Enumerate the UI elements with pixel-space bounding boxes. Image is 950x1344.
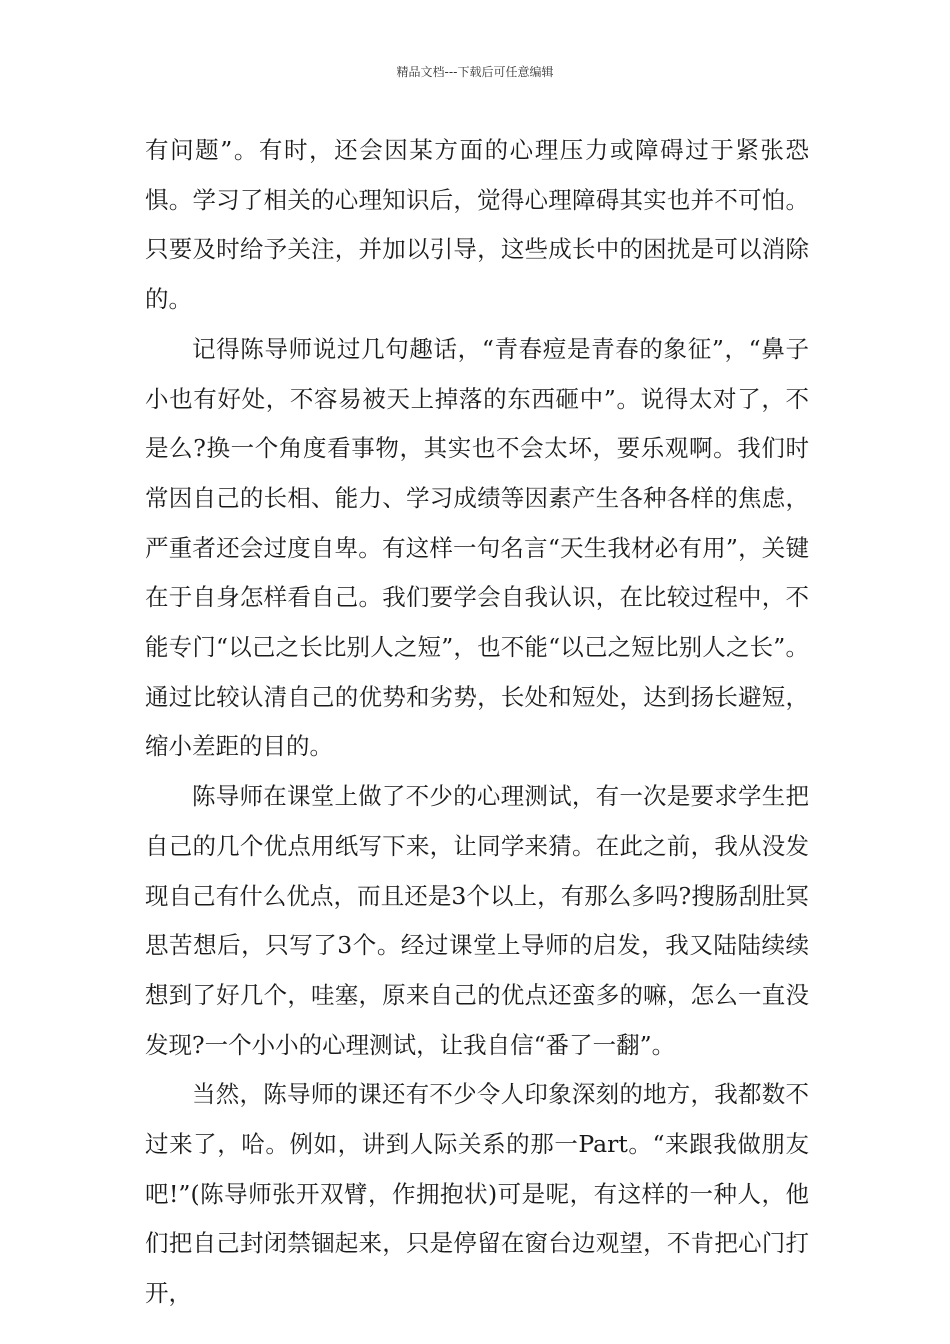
document-body: [145, 126, 809, 1319]
paragraph-4: 当然，陈导师的课还有不少令人印象深刻的地方，我都数不过来了，哈。例如，讲到人际关系的那一Part。“来跟我做朋友吧!”(陈导师张开双臂，作拥抱状)可是呢，有这样的一种人，他们把自己封闭禁锢起来，只是停留在窗台边观望，不肯把心门打开，: [145, 1080, 809, 1308]
paragraph-1: 有问题”。有时，还会因某方面的心理压力或障碍过于紧张恐惧。学习了相关的心理知识后，觉得心理障碍其实也并不可怕。只要及时给予关注，并加以引导，这些成长中的困扰是可以消除的。: [145, 136, 809, 314]
page-header: 精品文档---下载后可任意编辑: [396, 65, 554, 79]
paragraph-2: 记得陈导师说过几句趣话，“青春痘是青春的象征”，“鼻子小也有好处，不容易被天上掉落的东西砸中”。说得太对了，不是么?换一个角度看事物，其实也不会太坏，要乐观啊。我们时常因自己的长相、能力、学习成绩等因素产生各种各样的焦虑，严重者还会过度自卑。有这样一句名言“天生我材必有用”，关键在于自身怎样看自己。我们要学会自我认识，在比较过程中，不能专门“以己之长比别人之短”，也不能“以己之短比别人之长”。通过比较认清自己的优势和劣势，长处和短处，达到扬长避短，缩小差距的目的。: [145, 334, 809, 761]
paragraph-3: 陈导师在课堂上做了不少的心理测试，有一次是要求学生把自己的几个优点用纸写下来，让同学来猜。在此之前，我从没发现自己有什么优点，而且还是3个以上，有那么多吗?搜肠刮肚冥思苦想后，只写了3个。经过课堂上导师的启发，我又陆陆续续想到了好几个，哇塞，原来自己的优点还蛮多的嘛，怎么一直没发现?一个小小的心理测试，让我自信“番了一翻”。: [145, 782, 809, 1059]
